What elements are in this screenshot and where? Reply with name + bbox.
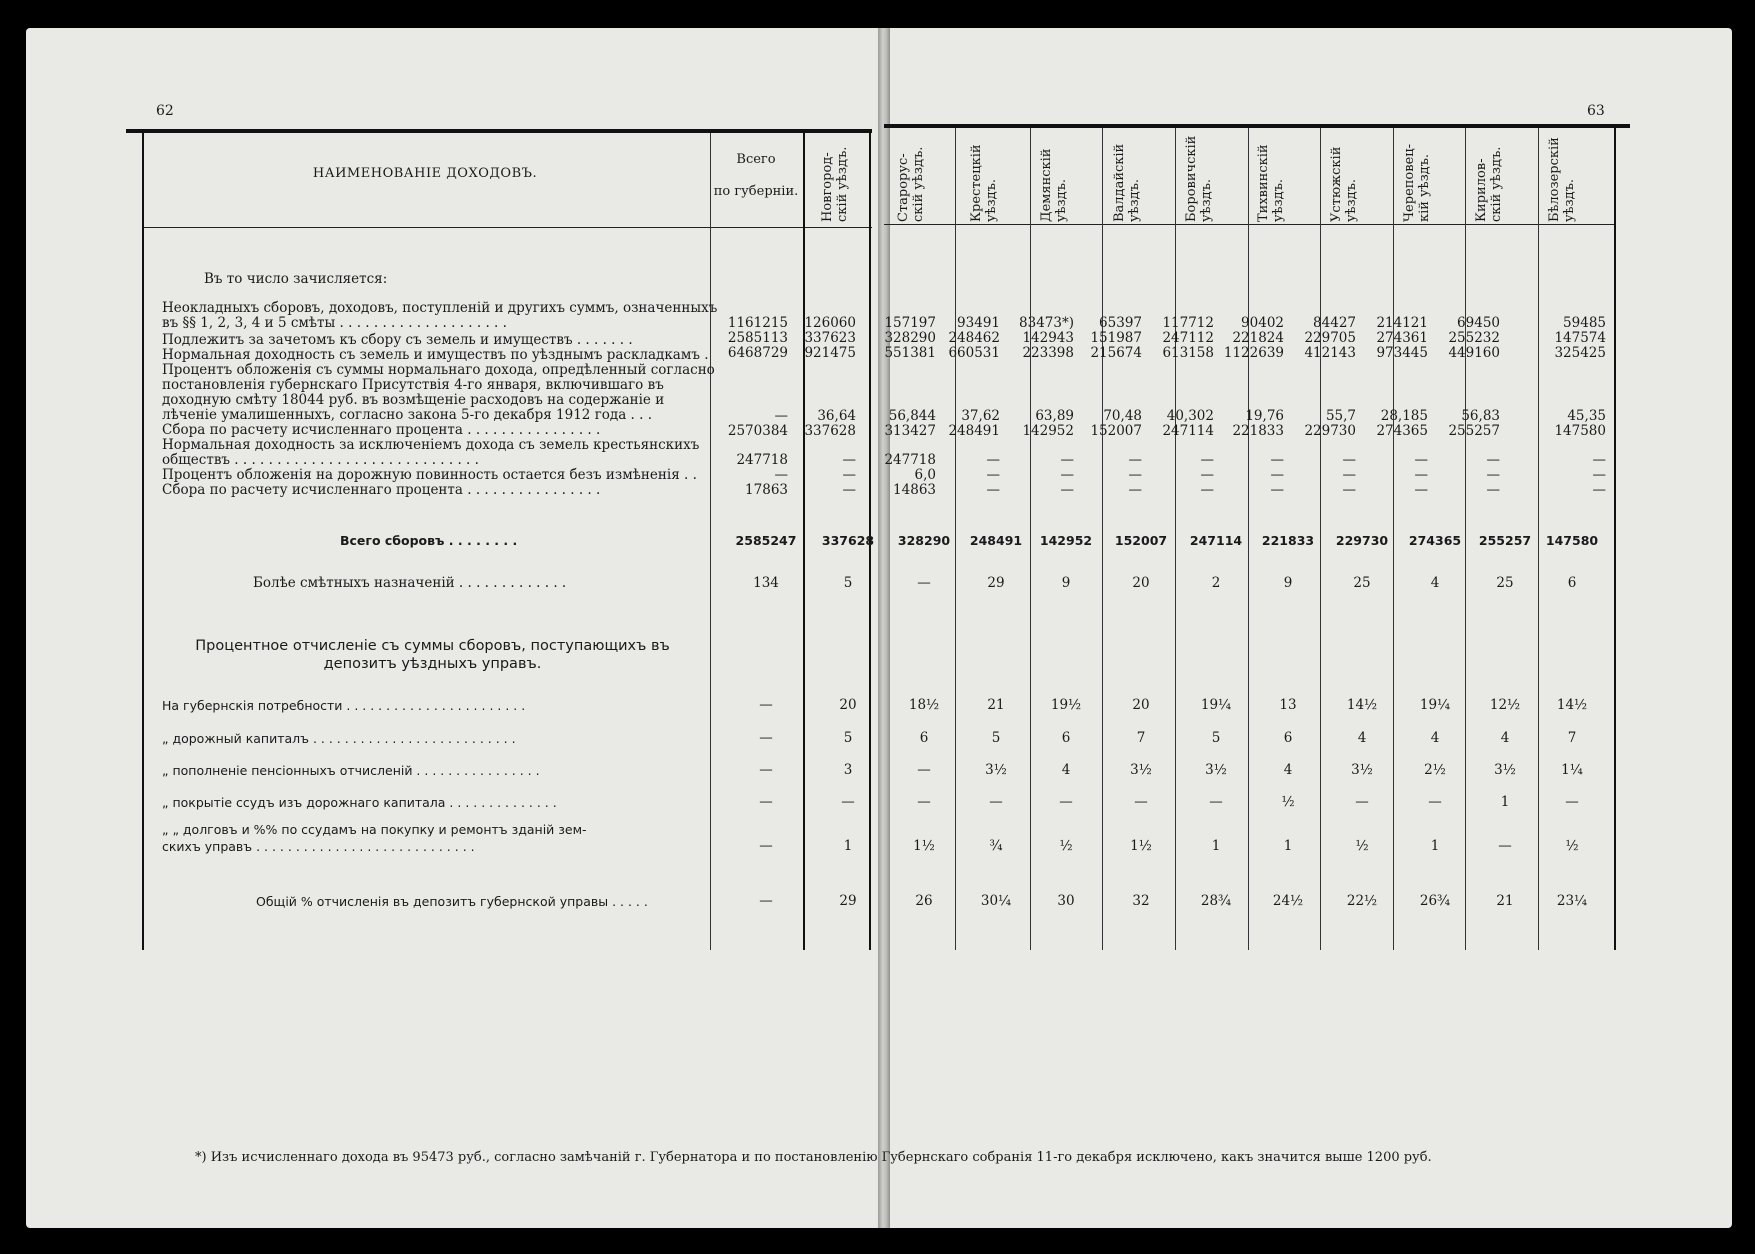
section1-line: Нормальная доходность съ земель и имуществъ по уѣзднымъ раскладкамъ .	[162, 347, 709, 363]
value-cell: 221824	[1232, 330, 1284, 346]
total-row-label: Всего сборовъ . . . . . . . .	[340, 533, 518, 548]
value-cell: 147574	[1554, 330, 1606, 346]
section2-row-label: На губернскія потребности . . . . . . . . . . . . . . . . . . . . . . .	[162, 698, 526, 713]
value-cell: 247112	[1162, 330, 1214, 346]
value-cell: —	[1270, 467, 1284, 483]
value-cell: —	[1128, 467, 1142, 483]
value-cell: 3½	[1351, 762, 1373, 778]
value-cell: 4	[1283, 762, 1293, 778]
value-cell: —	[759, 730, 773, 746]
value-cell: 2	[1211, 575, 1221, 591]
value-cell: 152007	[1114, 533, 1168, 548]
value-cell: ½	[1565, 838, 1579, 854]
value-cell: 19¼	[1200, 697, 1232, 713]
value-cell: 3½	[1494, 762, 1516, 778]
value-cell: 56,844	[888, 408, 936, 424]
value-cell: 1	[1283, 838, 1293, 854]
value-cell: 2585247	[735, 533, 797, 548]
section2-row-label: „ пополненіе пенсіонныхъ отчисленій . . . . . . . . . . . . . . . .	[162, 763, 540, 778]
value-cell: —	[759, 794, 773, 810]
value-cell: ½	[1355, 838, 1369, 854]
value-cell: 14½	[1346, 697, 1378, 713]
value-cell: —	[986, 467, 1000, 483]
value-cell: —	[1486, 482, 1500, 498]
value-cell: 20	[1132, 697, 1150, 713]
value-cell: —	[759, 697, 773, 713]
column-line	[710, 133, 711, 950]
column-line	[1175, 128, 1176, 950]
value-cell: 152007	[1090, 423, 1142, 439]
value-cell: 1	[1430, 838, 1440, 854]
value-cell: 147580	[1554, 423, 1606, 439]
value-cell: 5	[991, 730, 1001, 746]
value-cell: 551381	[884, 345, 936, 361]
column-line	[803, 133, 805, 950]
value-cell: 247114	[1162, 423, 1214, 439]
value-cell: 660531	[948, 345, 1000, 361]
section2-row-label: „ покрытіе ссудъ изъ дорожнаго капитала . . . . . . . . . . . . . .	[162, 795, 557, 810]
value-cell: ½	[1059, 838, 1073, 854]
value-cell: 1161215	[727, 315, 788, 331]
value-cell: 3½	[1130, 762, 1152, 778]
value-cell: —	[1134, 794, 1148, 810]
value-cell: 2585113	[727, 330, 788, 346]
value-cell: 25	[1496, 575, 1514, 591]
value-cell: 613158	[1162, 345, 1214, 361]
header-rule-left	[142, 227, 872, 228]
section1-line: обществъ . . . . . . . . . . . . . . . . . . . . . . . . . . . . .	[162, 452, 479, 468]
value-cell: 229730	[1304, 423, 1356, 439]
value-cell: 21	[987, 697, 1005, 713]
section1-line: Процентъ обложенія съ суммы нормальнаго дохода, опредѣленный согласно	[162, 362, 715, 378]
value-cell: —	[1414, 452, 1428, 468]
value-cell: 23¼	[1556, 893, 1588, 909]
section1-intro: Въ то число зачисляется:	[204, 271, 388, 287]
value-cell: 4	[1500, 730, 1510, 746]
value-cell: 30	[1057, 893, 1075, 909]
section1-line: Сбора по расчету исчисленнаго процента . . . . . . . . . . . . . . . .	[162, 422, 601, 438]
value-cell: 6	[1283, 730, 1293, 746]
value-cell: 25	[1353, 575, 1371, 591]
section1-line: постановленія губернскаго Присутствія 4-го января, включившаго въ	[162, 377, 664, 393]
value-cell: 63,89	[1035, 408, 1074, 424]
value-cell: —	[1592, 482, 1606, 498]
header-district-7: Тихвинскій уѣздъ.	[1256, 144, 1286, 222]
value-cell: 19,76	[1245, 408, 1284, 424]
value-cell: 449160	[1448, 345, 1500, 361]
value-cell: 14½	[1556, 697, 1588, 713]
column-line	[1030, 128, 1031, 950]
value-cell: 255232	[1448, 330, 1500, 346]
value-cell: —	[1209, 794, 1223, 810]
value-cell: —	[917, 575, 931, 591]
header-district-2: Старорус- скій уѣздъ.	[896, 146, 926, 222]
section2-heading-line1: Процентное отчисленіе съ суммы сборовъ, поступающихъ въ	[195, 638, 670, 654]
value-cell: 36,64	[817, 408, 856, 424]
value-cell: 7	[1567, 730, 1577, 746]
value-cell: 83473*)	[1019, 315, 1074, 331]
value-cell: 157197	[884, 315, 936, 331]
header-district-5: Валдайскій уѣздъ.	[1112, 143, 1142, 222]
column-line	[1102, 128, 1103, 950]
section1-line: Нормальная доходность за исключеніемъ дохода съ земель крестьянскихъ	[162, 437, 700, 453]
section1-line: Неокладныхъ сборовъ, доходовъ, поступленій и другихъ суммъ, означенныхъ	[162, 300, 718, 316]
value-cell: 1¼	[1561, 762, 1583, 778]
section1-line: Подлежитъ за зачетомъ къ сбору съ земель и имуществъ . . . . . . .	[162, 332, 633, 348]
value-cell: 2½	[1424, 762, 1446, 778]
value-cell: 4	[1430, 575, 1440, 591]
value-cell: 6	[919, 730, 929, 746]
value-cell: 274361	[1376, 330, 1428, 346]
value-cell: —	[1342, 467, 1356, 483]
value-cell: 274365	[1408, 533, 1462, 548]
header-district-3: Крестецкій уѣздъ.	[969, 144, 999, 222]
page-number-right: 63	[1587, 103, 1605, 119]
value-cell: —	[759, 762, 773, 778]
value-cell: 59485	[1563, 315, 1606, 331]
value-cell: 247114	[1189, 533, 1243, 548]
value-cell: 45,35	[1567, 408, 1606, 424]
value-cell: 325425	[1554, 345, 1606, 361]
value-cell: 5	[843, 575, 853, 591]
section2-heading-line2: депозитъ уѣздныхъ управъ.	[323, 656, 542, 672]
value-cell: 37,62	[961, 408, 1000, 424]
value-cell: —	[759, 838, 773, 854]
value-cell: —	[1200, 452, 1214, 468]
value-cell: 21	[1496, 893, 1514, 909]
header-district-4: Демянскій уѣздъ.	[1039, 148, 1069, 222]
header-rule-right	[884, 224, 1616, 225]
value-cell: 30¼	[980, 893, 1012, 909]
value-cell: ¾	[989, 838, 1003, 854]
value-cell: 1	[1211, 838, 1221, 854]
value-cell: 26	[915, 893, 933, 909]
value-cell: —	[774, 408, 788, 424]
value-cell: —	[842, 482, 856, 498]
value-cell: 147580	[1545, 533, 1599, 548]
value-cell: —	[1414, 467, 1428, 483]
value-cell: 56,83	[1461, 408, 1500, 424]
value-cell: 18½	[908, 697, 940, 713]
value-cell: —	[759, 893, 773, 909]
value-cell: 12½	[1489, 697, 1521, 713]
value-cell: 4	[1061, 762, 1071, 778]
value-cell: —	[1200, 482, 1214, 498]
value-cell: 1½	[913, 838, 935, 854]
value-cell: 223398	[1022, 345, 1074, 361]
value-cell: 142952	[1022, 423, 1074, 439]
header-district-6: Боровичскій уѣздъ.	[1184, 135, 1214, 222]
header-total-line1: Всего	[736, 152, 776, 167]
header-total-line2: по губерніи.	[713, 184, 799, 199]
value-cell: —	[842, 452, 856, 468]
value-cell: 328290	[897, 533, 951, 548]
book-gutter	[878, 28, 890, 1228]
value-cell: 3½	[1205, 762, 1227, 778]
value-cell: 134	[753, 575, 779, 591]
value-cell: —	[841, 794, 855, 810]
value-cell: 4	[1357, 730, 1367, 746]
value-cell: 6,0	[914, 467, 936, 483]
value-cell: —	[1128, 452, 1142, 468]
header-district-10: Кирилов- скій уѣздъ.	[1474, 146, 1504, 222]
value-cell: 921475	[804, 345, 856, 361]
value-cell: 337628	[821, 533, 875, 548]
value-cell: —	[1128, 482, 1142, 498]
value-cell: 93491	[957, 315, 1000, 331]
column-line	[1614, 128, 1616, 950]
value-cell: 28,185	[1380, 408, 1428, 424]
value-cell: 973445	[1376, 345, 1428, 361]
value-cell: —	[1060, 467, 1074, 483]
value-cell: 70,48	[1103, 408, 1142, 424]
value-cell: 1122639	[1223, 345, 1284, 361]
value-cell: 32	[1132, 893, 1150, 909]
value-cell: —	[1270, 452, 1284, 468]
value-cell: 22½	[1346, 893, 1378, 909]
value-cell: 255257	[1478, 533, 1532, 548]
value-cell: 117712	[1162, 315, 1214, 331]
value-cell: 255257	[1448, 423, 1500, 439]
value-cell: 7	[1136, 730, 1146, 746]
value-cell: 215674	[1090, 345, 1142, 361]
value-cell: 5	[843, 730, 853, 746]
value-cell: 90402	[1241, 315, 1284, 331]
section1-line: доходную смѣту 18044 руб. въ возмѣщеніе расходовъ на содержаніе и	[162, 392, 665, 408]
value-cell: —	[1060, 452, 1074, 468]
value-cell: 229730	[1335, 533, 1389, 548]
value-cell: 142943	[1022, 330, 1074, 346]
value-cell: —	[917, 794, 931, 810]
value-cell: 6468729	[727, 345, 788, 361]
value-cell: 313427	[884, 423, 936, 439]
section2-row-label: „ „ долговъ и %% по ссудамъ на покупку и ремонтъ зданій зем-	[162, 822, 587, 837]
page-number-left: 62	[156, 103, 174, 119]
value-cell: —	[1428, 794, 1442, 810]
value-cell: 84427	[1313, 315, 1356, 331]
value-cell: —	[774, 467, 788, 483]
value-cell: —	[1200, 467, 1214, 483]
excess-row-label: Болѣе смѣтныхъ назначеній . . . . . . . . . . . . .	[253, 575, 567, 591]
value-cell: 221833	[1261, 533, 1315, 548]
header-district-9: Череповец- кій уѣздъ.	[1402, 143, 1432, 222]
value-cell: —	[1486, 452, 1500, 468]
value-cell: 20	[839, 697, 857, 713]
value-cell: 9	[1283, 575, 1293, 591]
value-cell: 4	[1430, 730, 1440, 746]
value-cell: 9	[1061, 575, 1071, 591]
value-cell: —	[1498, 838, 1512, 854]
value-cell: —	[1060, 482, 1074, 498]
header-district-1: Новгород- скій уѣздъ.	[820, 146, 850, 222]
value-cell: 29	[839, 893, 857, 909]
value-cell: 248462	[948, 330, 1000, 346]
value-cell: —	[917, 762, 931, 778]
value-cell: —	[1486, 467, 1500, 483]
value-cell: —	[986, 482, 1000, 498]
value-cell: 40,302	[1166, 408, 1214, 424]
value-cell: —	[842, 467, 856, 483]
value-cell: —	[1565, 794, 1579, 810]
header-district-11: Бѣлозерскій уѣздъ.	[1547, 137, 1577, 222]
header-district-8: Устюжскій уѣздъ.	[1329, 146, 1359, 222]
value-cell: 142952	[1039, 533, 1093, 548]
value-cell: 19½	[1050, 697, 1082, 713]
value-cell: 29	[987, 575, 1005, 591]
value-cell: 2570384	[727, 423, 788, 439]
right-page	[884, 28, 1732, 1228]
value-cell: 24½	[1272, 893, 1304, 909]
value-cell: 19¼	[1419, 697, 1451, 713]
value-cell: 247718	[884, 452, 936, 468]
value-cell: 214121	[1376, 315, 1428, 331]
value-cell: —	[1355, 794, 1369, 810]
left-page	[26, 28, 881, 1228]
value-cell: —	[1592, 467, 1606, 483]
value-cell: —	[1342, 452, 1356, 468]
section1-line: Процентъ обложенія на дорожную повинность остается безъ измѣненія . .	[162, 467, 697, 483]
section1-line: лѣченіе умалишенныхъ, согласно закона 5-го декабря 1912 года . . .	[162, 407, 653, 423]
value-cell: 247718	[736, 452, 788, 468]
value-cell: —	[989, 794, 1003, 810]
header-name-column: НАИМЕНОВАНІЕ ДОХОДОВЪ.	[312, 166, 538, 181]
value-cell: 1½	[1130, 838, 1152, 854]
value-cell: —	[1414, 482, 1428, 498]
value-cell: 13	[1279, 697, 1297, 713]
table-left-border	[142, 133, 144, 950]
value-cell: 55,7	[1325, 408, 1356, 424]
section2-row-label: „ дорожный капиталъ . . . . . . . . . . . . . . . . . . . . . . . . . .	[162, 731, 516, 746]
value-cell: —	[1059, 794, 1073, 810]
value-cell: 1	[1500, 794, 1510, 810]
section1-line: въ §§ 1, 2, 3, 4 и 5 смѣты . . . . . . . . . . . . . . . . . . . .	[162, 315, 507, 331]
value-cell: 126060	[804, 315, 856, 331]
value-cell: ½	[1281, 794, 1295, 810]
value-cell: —	[986, 452, 1000, 468]
value-cell: 3½	[985, 762, 1007, 778]
value-cell: 6	[1061, 730, 1071, 746]
value-cell: 17863	[745, 482, 788, 498]
value-cell: 151987	[1090, 330, 1142, 346]
value-cell: 248491	[969, 533, 1023, 548]
general-row-label: Общій % отчисленія въ депозитъ губернской управы . . . . .	[256, 894, 648, 909]
top-rule-right	[884, 124, 1630, 128]
value-cell: 337623	[804, 330, 856, 346]
value-cell: —	[1342, 482, 1356, 498]
value-cell: 28¾	[1200, 893, 1232, 909]
section2-row-label-cont: скихъ управъ . . . . . . . . . . . . . . . . . . . . . . . . . . . .	[162, 839, 475, 854]
value-cell: 20	[1132, 575, 1150, 591]
value-cell: 248491	[948, 423, 1000, 439]
value-cell: 337628	[804, 423, 856, 439]
value-cell: —	[1270, 482, 1284, 498]
value-cell: 5	[1211, 730, 1221, 746]
value-cell: 3	[843, 762, 853, 778]
value-cell: 1	[843, 838, 853, 854]
value-cell: 221833	[1232, 423, 1284, 439]
value-cell: 65397	[1099, 315, 1142, 331]
top-rule-left	[126, 129, 872, 133]
value-cell: 229705	[1304, 330, 1356, 346]
value-cell: 6	[1567, 575, 1577, 591]
footnote: *) Изъ исчисленнаго дохода въ 95473 руб., согласно замѣчаній г. Губернатора и по постановленію Губернскаго собранія 11-го декабря исключено, какъ значится выше 1200 руб.	[195, 1150, 1432, 1165]
value-cell: 26¾	[1419, 893, 1451, 909]
value-cell: 412143	[1304, 345, 1356, 361]
value-cell: 14863	[893, 482, 936, 498]
value-cell: —	[1592, 452, 1606, 468]
value-cell: 328290	[884, 330, 936, 346]
section1-line: Сбора по расчету исчисленнаго процента . . . . . . . . . . . . . . . .	[162, 482, 601, 498]
value-cell: 69450	[1457, 315, 1500, 331]
value-cell: 274365	[1376, 423, 1428, 439]
